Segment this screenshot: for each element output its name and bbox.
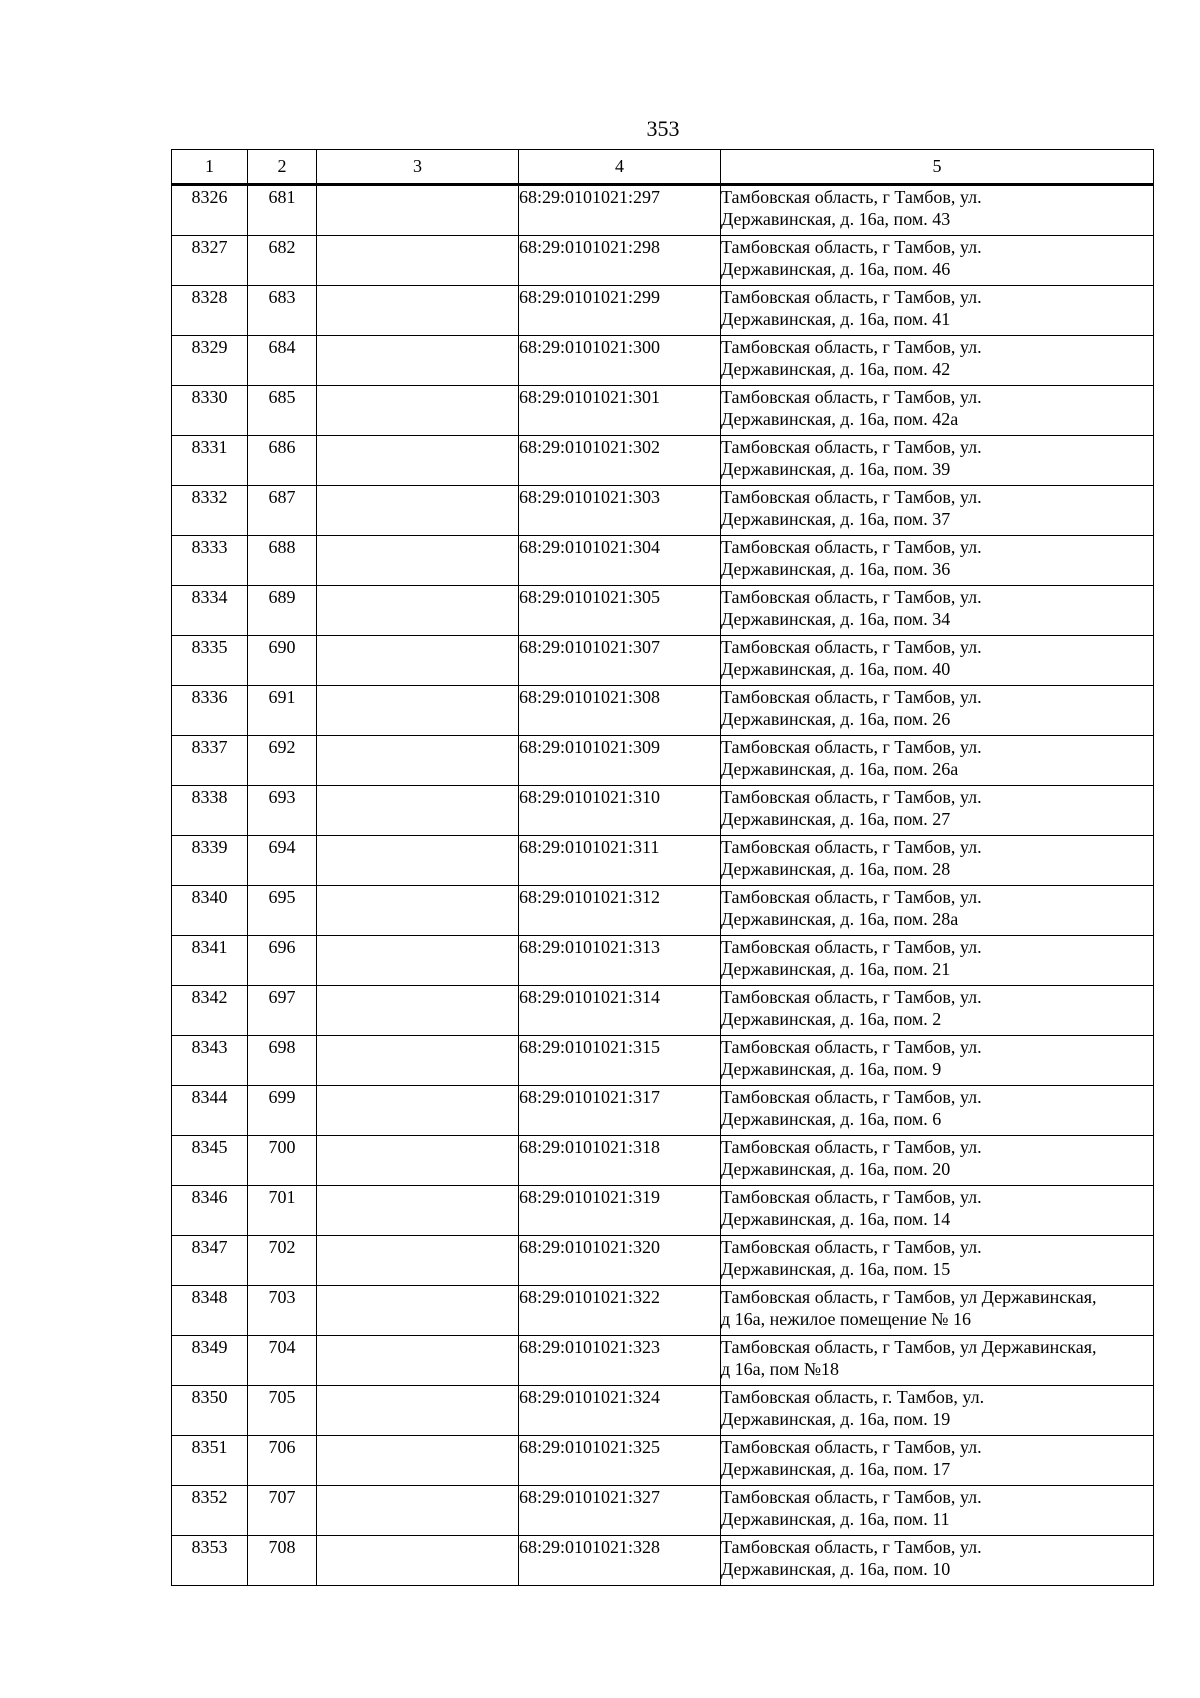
row-index-cell: 692: [248, 736, 317, 786]
address-line-2: Державинская, д. 16а, пом. 37: [721, 509, 951, 529]
address-cell: [721, 1386, 1154, 1436]
table-row: [172, 1086, 1154, 1136]
table-row: [172, 1236, 1154, 1286]
cadastral-number-cell: 68:29:0101021:327: [519, 1486, 721, 1536]
table-row: [172, 1386, 1154, 1436]
address-cell: [721, 786, 1154, 836]
row-index-cell: 700: [248, 1136, 317, 1186]
column-header-3: 3: [317, 150, 519, 185]
address-line-1: Тамбовская область, г Тамбов, ул.: [721, 1487, 982, 1507]
row-number-cell: 8353: [172, 1536, 248, 1586]
address-line-1: Тамбовская область, г Тамбов, ул.: [721, 237, 982, 257]
address-line-2: Державинская, д. 16а, пом. 15: [721, 1259, 951, 1279]
address-line-2: Державинская, д. 16а, пом. 26: [721, 709, 951, 729]
row-index-cell: 701: [248, 1186, 317, 1236]
cadastral-number-cell: 68:29:0101021:314: [519, 986, 721, 1036]
address-cell: [721, 1336, 1154, 1386]
address-line-1: Тамбовская область, г Тамбов, ул.: [721, 337, 982, 357]
empty-cell: [317, 636, 519, 686]
row-index-cell: 697: [248, 986, 317, 1036]
empty-cell: [317, 836, 519, 886]
cadastral-number-cell: 68:29:0101021:312: [519, 886, 721, 936]
address-line-2: Державинская, д. 16а, пом. 28: [721, 859, 951, 879]
empty-cell: [317, 1336, 519, 1386]
table-row: [172, 836, 1154, 886]
address-line-1: Тамбовская область, г Тамбов, ул.: [721, 537, 982, 557]
empty-cell: [317, 1086, 519, 1136]
row-number-cell: 8339: [172, 836, 248, 886]
row-number-cell: 8329: [172, 336, 248, 386]
cadastral-number-cell: 68:29:0101021:309: [519, 736, 721, 786]
address-line-1: Тамбовская область, г Тамбов, ул.: [721, 887, 982, 907]
table-row: [172, 536, 1154, 586]
address-cell: [721, 936, 1154, 986]
address-line-2: Державинская, д. 16а, пом. 2: [721, 1009, 942, 1029]
header-row: [172, 150, 1154, 185]
address-line-2: Державинская, д. 16а, пом. 42а: [721, 409, 959, 429]
cadastral-number-cell: 68:29:0101021:307: [519, 636, 721, 686]
cadastral-number-cell: 68:29:0101021:313: [519, 936, 721, 986]
address-line-1: Тамбовская область, г Тамбов, ул.: [721, 1137, 982, 1157]
row-number-cell: 8334: [172, 586, 248, 636]
address-line-1: Тамбовская область, г Тамбов, ул Державинская,: [721, 1287, 1097, 1307]
address-cell: [721, 1536, 1154, 1586]
row-index-cell: 694: [248, 836, 317, 886]
row-number-cell: 8346: [172, 1186, 248, 1236]
address-cell: [721, 1086, 1154, 1136]
address-line-2: Державинская, д. 16а, пом. 10: [721, 1559, 951, 1579]
address-line-1: Тамбовская область, г Тамбов, ул.: [721, 1037, 982, 1057]
row-index-cell: 682: [248, 236, 317, 286]
row-number-cell: 8333: [172, 536, 248, 586]
page-number: 353: [646, 116, 680, 141]
empty-cell: [317, 1036, 519, 1086]
row-number-cell: 8337: [172, 736, 248, 786]
row-index-cell: 702: [248, 1236, 317, 1286]
row-index-cell: 683: [248, 286, 317, 336]
table-row: [172, 1286, 1154, 1336]
row-number-cell: 8348: [172, 1286, 248, 1336]
address-line-2: Державинская, д. 16а, пом. 27: [721, 809, 951, 829]
empty-cell: [317, 1236, 519, 1286]
address-line-2: Державинская, д. 16а, пом. 21: [721, 959, 951, 979]
row-index-cell: 693: [248, 786, 317, 836]
table-row: [172, 986, 1154, 1036]
empty-cell: [317, 786, 519, 836]
table-row: [172, 1186, 1154, 1236]
address-cell: [721, 836, 1154, 886]
cadastral-number-cell: 68:29:0101021:322: [519, 1286, 721, 1336]
row-index-cell: 685: [248, 386, 317, 436]
empty-cell: [317, 736, 519, 786]
empty-cell: [317, 536, 519, 586]
address-line-1: Тамбовская область, г Тамбов, ул.: [721, 487, 982, 507]
table-row: [172, 686, 1154, 736]
address-line-1: Тамбовская область, г Тамбов, ул.: [721, 1437, 982, 1457]
address-cell: [721, 185, 1154, 236]
address-line-1: Тамбовская область, г Тамбов, ул.: [721, 737, 982, 757]
table-row: [172, 936, 1154, 986]
address-line-2: Державинская, д. 16а, пом. 9: [721, 1059, 942, 1079]
row-number-cell: 8345: [172, 1136, 248, 1186]
address-line-1: Тамбовская область, г. Тамбов, ул.: [721, 1387, 985, 1407]
table-row: [172, 386, 1154, 436]
cadastral-number-cell: 68:29:0101021:319: [519, 1186, 721, 1236]
address-line-1: Тамбовская область, г Тамбов, ул.: [721, 837, 982, 857]
empty-cell: [317, 336, 519, 386]
table-header: [172, 150, 1154, 185]
row-index-cell: 689: [248, 586, 317, 636]
cadastral-number-cell: 68:29:0101021:302: [519, 436, 721, 486]
row-number-cell: 8332: [172, 486, 248, 536]
empty-cell: [317, 686, 519, 736]
table-row: [172, 1436, 1154, 1486]
column-header-2: 2: [248, 150, 317, 185]
address-line-1: Тамбовская область, г Тамбов, ул.: [721, 687, 982, 707]
row-number-cell: 8328: [172, 286, 248, 336]
row-index-cell: 696: [248, 936, 317, 986]
address-line-1: Тамбовская область, г Тамбов, ул.: [721, 1087, 982, 1107]
address-line-2: Державинская, д. 16а, пом. 6: [721, 1109, 942, 1129]
table-row: [172, 486, 1154, 536]
row-number-cell: 8338: [172, 786, 248, 836]
row-index-cell: 686: [248, 436, 317, 486]
cadastral-number-cell: 68:29:0101021:303: [519, 486, 721, 536]
row-index-cell: 681: [248, 185, 317, 236]
row-index-cell: 684: [248, 336, 317, 386]
table-row: [172, 1486, 1154, 1536]
empty-cell: [317, 1186, 519, 1236]
cadastral-number-cell: 68:29:0101021:323: [519, 1336, 721, 1386]
row-number-cell: 8331: [172, 436, 248, 486]
empty-cell: [317, 1436, 519, 1486]
address-line-2: Державинская, д. 16а, пом. 41: [721, 309, 951, 329]
column-header-4: 4: [519, 150, 721, 185]
row-number-cell: 8352: [172, 1486, 248, 1536]
address-line-1: Тамбовская область, г Тамбов, ул.: [721, 787, 982, 807]
address-line-2: Державинская, д. 16а, пом. 40: [721, 659, 951, 679]
cadastral-number-cell: 68:29:0101021:311: [519, 836, 721, 886]
cadastral-number-cell: 68:29:0101021:324: [519, 1386, 721, 1436]
table-row: [172, 286, 1154, 336]
empty-cell: [317, 185, 519, 236]
table-row: [172, 336, 1154, 386]
empty-cell: [317, 936, 519, 986]
address-cell: [721, 736, 1154, 786]
address-cell: [721, 386, 1154, 436]
column-header-1: 1: [172, 150, 248, 185]
empty-cell: [317, 236, 519, 286]
row-number-cell: 8340: [172, 886, 248, 936]
cadastral-number-cell: 68:29:0101021:298: [519, 236, 721, 286]
address-line-1: Тамбовская область, г Тамбов, ул.: [721, 287, 982, 307]
table-row: [172, 185, 1154, 236]
row-index-cell: 706: [248, 1436, 317, 1486]
table-row: [172, 1536, 1154, 1586]
cadastral-number-cell: 68:29:0101021:317: [519, 1086, 721, 1136]
cadastral-number-cell: 68:29:0101021:301: [519, 386, 721, 436]
empty-cell: [317, 1386, 519, 1436]
address-cell: [721, 586, 1154, 636]
address-line-1: Тамбовская область, г Тамбов, ул.: [721, 637, 982, 657]
row-number-cell: 8344: [172, 1086, 248, 1136]
address-line-2: Державинская, д. 16а, пом. 43: [721, 209, 951, 229]
table-row: [172, 736, 1154, 786]
address-line-2: Державинская, д. 16а, пом. 26а: [721, 759, 959, 779]
register-table: [171, 149, 1154, 1586]
row-number-cell: 8335: [172, 636, 248, 686]
address-line-1: Тамбовская область, г Тамбов, ул.: [721, 987, 982, 1007]
address-cell: [721, 536, 1154, 586]
cadastral-number-cell: 68:29:0101021:310: [519, 786, 721, 836]
address-line-2: Державинская, д. 16а, пом. 46: [721, 259, 951, 279]
row-index-cell: 708: [248, 1536, 317, 1586]
empty-cell: [317, 436, 519, 486]
cadastral-number-cell: 68:29:0101021:305: [519, 586, 721, 636]
row-number-cell: 8349: [172, 1336, 248, 1386]
row-index-cell: 705: [248, 1386, 317, 1436]
table-row: [172, 586, 1154, 636]
row-number-cell: 8350: [172, 1386, 248, 1436]
address-cell: [721, 486, 1154, 536]
address-cell: [721, 636, 1154, 686]
address-cell: [721, 286, 1154, 336]
cadastral-number-cell: 68:29:0101021:304: [519, 536, 721, 586]
table-row: [172, 786, 1154, 836]
row-number-cell: 8342: [172, 986, 248, 1036]
address-line-1: Тамбовская область, г Тамбов, ул.: [721, 1237, 982, 1257]
cadastral-number-cell: 68:29:0101021:315: [519, 1036, 721, 1086]
address-cell: [721, 336, 1154, 386]
row-number-cell: 8330: [172, 386, 248, 436]
address-line-2: Державинская, д. 16а, пом. 14: [721, 1209, 951, 1229]
row-index-cell: 699: [248, 1086, 317, 1136]
column-header-5: 5: [721, 150, 1154, 185]
address-line-2: Державинская, д. 16а, пом. 36: [721, 559, 951, 579]
empty-cell: [317, 886, 519, 936]
row-index-cell: 704: [248, 1336, 317, 1386]
row-number-cell: 8351: [172, 1436, 248, 1486]
address-cell: [721, 1286, 1154, 1336]
address-line-2: д 16а, нежилое помещение № 16: [721, 1309, 971, 1329]
cadastral-number-cell: 68:29:0101021:299: [519, 286, 721, 336]
address-cell: [721, 1036, 1154, 1086]
address-cell: [721, 886, 1154, 936]
table-row: [172, 1136, 1154, 1186]
table-row: [172, 636, 1154, 686]
empty-cell: [317, 1136, 519, 1186]
table-row: [172, 436, 1154, 486]
row-index-cell: 687: [248, 486, 317, 536]
address-cell: [721, 1186, 1154, 1236]
address-cell: [721, 1486, 1154, 1536]
empty-cell: [317, 486, 519, 536]
row-index-cell: 691: [248, 686, 317, 736]
address-line-2: Державинская, д. 16а, пом. 34: [721, 609, 951, 629]
row-number-cell: 8336: [172, 686, 248, 736]
address-cell: [721, 686, 1154, 736]
address-line-1: Тамбовская область, г Тамбов, ул.: [721, 587, 982, 607]
cadastral-number-cell: 68:29:0101021:308: [519, 686, 721, 736]
address-cell: [721, 436, 1154, 486]
empty-cell: [317, 1536, 519, 1586]
empty-cell: [317, 586, 519, 636]
table-body: [172, 185, 1154, 1586]
address-line-2: Державинская, д. 16а, пом. 17: [721, 1459, 951, 1479]
cadastral-number-cell: 68:29:0101021:300: [519, 336, 721, 386]
empty-cell: [317, 386, 519, 436]
row-index-cell: 707: [248, 1486, 317, 1536]
table-row: [172, 236, 1154, 286]
address-line-2: Державинская, д. 16а, пом. 11: [721, 1509, 950, 1529]
address-line-2: Державинская, д. 16а, пом. 28а: [721, 909, 959, 929]
address-line-1: Тамбовская область, г Тамбов, ул.: [721, 387, 982, 407]
cadastral-number-cell: 68:29:0101021:328: [519, 1536, 721, 1586]
row-index-cell: 698: [248, 1036, 317, 1086]
empty-cell: [317, 1486, 519, 1536]
address-line-1: Тамбовская область, г Тамбов, ул.: [721, 937, 982, 957]
row-number-cell: 8343: [172, 1036, 248, 1086]
address-line-2: Державинская, д. 16а, пом. 19: [721, 1409, 951, 1429]
row-number-cell: 8341: [172, 936, 248, 986]
row-number-cell: 8347: [172, 1236, 248, 1286]
address-line-2: д 16а, пом №18: [721, 1359, 840, 1379]
cadastral-number-cell: 68:29:0101021:297: [519, 185, 721, 236]
row-number-cell: 8327: [172, 236, 248, 286]
address-line-2: Державинская, д. 16а, пом. 39: [721, 459, 951, 479]
row-index-cell: 703: [248, 1286, 317, 1336]
empty-cell: [317, 1286, 519, 1336]
row-index-cell: 690: [248, 636, 317, 686]
address-cell: [721, 1136, 1154, 1186]
cadastral-number-cell: 68:29:0101021:318: [519, 1136, 721, 1186]
cadastral-number-cell: 68:29:0101021:320: [519, 1236, 721, 1286]
address-line-1: Тамбовская область, г Тамбов, ул.: [721, 187, 982, 207]
address-line-1: Тамбовская область, г Тамбов, ул.: [721, 1537, 982, 1557]
row-number-cell: 8326: [172, 185, 248, 236]
table-row: [172, 1036, 1154, 1086]
row-index-cell: 695: [248, 886, 317, 936]
address-line-1: Тамбовская область, г Тамбов, ул.: [721, 437, 982, 457]
table-row: [172, 1336, 1154, 1386]
address-line-2: Державинская, д. 16а, пом. 20: [721, 1159, 951, 1179]
address-cell: [721, 1436, 1154, 1486]
address-cell: [721, 1236, 1154, 1286]
address-line-2: Державинская, д. 16а, пом. 42: [721, 359, 951, 379]
cadastral-number-cell: 68:29:0101021:325: [519, 1436, 721, 1486]
row-index-cell: 688: [248, 536, 317, 586]
empty-cell: [317, 286, 519, 336]
address-line-1: Тамбовская область, г Тамбов, ул.: [721, 1187, 982, 1207]
table-row: [172, 886, 1154, 936]
empty-cell: [317, 986, 519, 1036]
address-line-1: Тамбовская область, г Тамбов, ул Державинская,: [721, 1337, 1097, 1357]
address-cell: [721, 986, 1154, 1036]
address-cell: [721, 236, 1154, 286]
